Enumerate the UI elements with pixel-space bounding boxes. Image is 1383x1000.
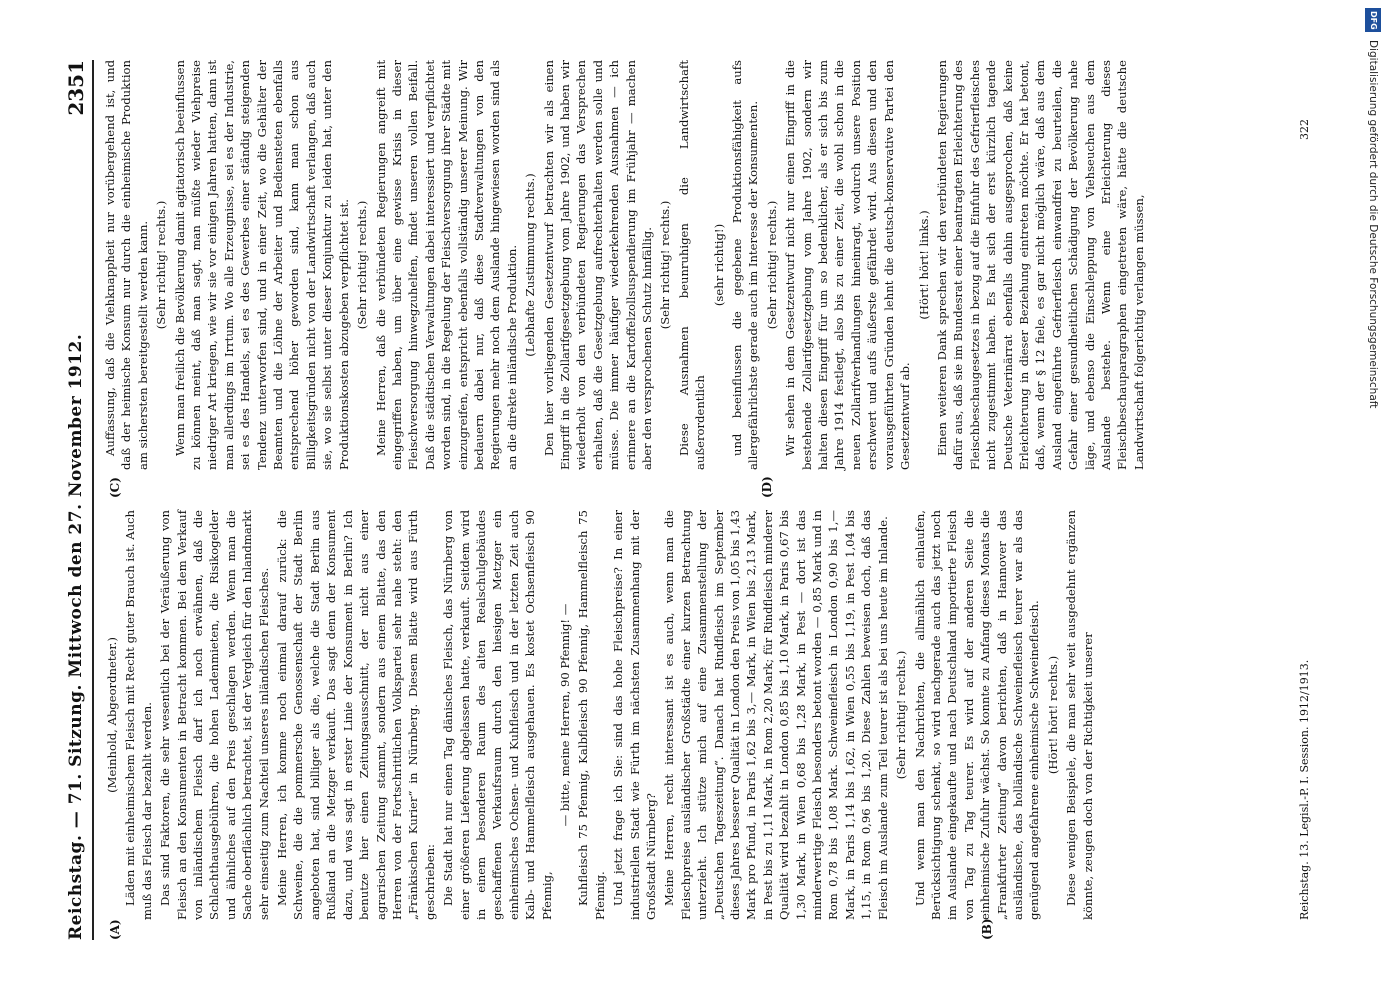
paragraph: Wir sehen in dem Gesetzentwurf nicht nur einen Eingriff in die bestehende Zollarifgesetzgebung vom Jahre 1902, sondern wir halten diesen Eingriff für um so bedenklicher, als er sich bis zum Jahre 1914 festlegt, also bis zu einer Zeit, die wohl schon in die neuen Zollarifverhandlungen hineinragt, wodurch unsere Position erschwert und aufs äußerste gefährdet wird. Aus diesen und den vorausgeführten Gründen lehnt die deutsch-konservative Partei den Gesetzentwurf ab. [783, 60, 913, 470]
rotated-document-page [60, 60, 1320, 940]
digitization-note-text: Digitalisierung gefördert durch die Deutsche Forschungsgemeinschaft [1367, 40, 1379, 409]
footer-page-number: 322 [1298, 119, 1311, 140]
paragraph: (Sehr richtig! rechts.) [764, 200, 779, 330]
dfg-logo: DFG [1365, 8, 1381, 32]
digitization-note [1363, 40, 1379, 810]
marker-b: (B) [980, 918, 994, 940]
paragraph: (Hört! hört! rechts.) [1045, 655, 1060, 775]
paragraph: (Meinhold, Abgeordneter.) [105, 637, 119, 793]
paragraph: (Sehr richtig! rechts.) [658, 200, 673, 330]
marker-d: (D) [760, 476, 774, 498]
paragraph: Diese Ausnahmen beunruhigen die Landwirtschaft außerordentlich [676, 60, 708, 470]
paragraph: Kuhfleisch 75 Pfennig, Kalbfleisch 90 Pfennig, Hammelfleisch 75 Pfennig. [576, 510, 607, 920]
paragraph: Auffassung, daß die Viehknappheit nur vorübergehend ist, und daß der heimische Konsum nur durch die einheimische Produktion am sichersten bereitgestellt werden kann. [103, 60, 150, 470]
paragraph: (Lebhafte Zustimmung rechts.) [523, 173, 538, 357]
paragraph: Und jetzt frage ich Sie: sind das hohe Fleischpreise? In einer industriellen Stadt wie Fürth im nächsten Zusammenhang mit der Großstadt Nürnberg? [611, 510, 658, 920]
paragraph: Und wenn man den Nachrichten, die allmählich einlaufen, Berücksichtigung schenkt, so wird nachgerade auch das jetzt noch im Auslande eingekaufte und nach Deutschland importierte Fleisch von Tag zu Tag teurer. Es wird auf der anderen Seite die einheimische Zufuhr wächst. So konnte zu Anfang dieses Monats die „Frankfurter Zeitung“ davon berichten, daß in Hannover das ausländische, das holländische Schweinefleisch teurer war als das genügend angefahrene einheimische Schweinefleisch. [912, 510, 1042, 920]
paragraph: (Sehr richtig! rechts.) [894, 650, 909, 780]
paragraph: und beeinflussen die gegebene Produktionsfähigkeit aufs allergefährlichste gerade auch im Interesse der Konsumenten. [730, 60, 761, 470]
paragraph: (Hört! hört! links.) [916, 210, 931, 320]
right-text-column [102, 60, 1149, 470]
paragraph: Meine Herren, daß die verbündeten Regierungen angreift mit eingegriffen haben, um über eine gewisse Krisis in dieser Fleischversorgung hinwegzuhelfen, findet unseren vollen Beifall. Daß die städtischen Verwaltungen dabei interessiert und verpflichtet worden sind, in die Regelung der Fleischversorgung ihrer Städte mit einzugreifen, entspricht ebenfalls vollständig unserer Meinung. Wir bedauern dabei nur, daß diese Stadtverwaltungen von den Regierungen mehr noch dem Auslande hingewiesen worden sind als an die direkte inländische Produktion. [373, 60, 519, 470]
paragraph: (Sehr richtig! rechts.) [355, 200, 370, 330]
paragraph: (sehr richtig!) [711, 223, 726, 307]
paragraph: (Sehr richtig! rechts.) [154, 200, 169, 330]
header-rule [92, 60, 94, 940]
paragraph: Wenn man freilich die Bevölkerung damit agitatorisch beeinflussen zu können meint, daß man sagt, man müßte wieder Viehpreise niedriger Art kriegen, wie wir sie vor einigen Jahren hatten, dann ist man allerdings im Irrtum. Wo alle Erzeugnisse, sei es der Industrie, sei es des Handels, sei es des Gewerbes einer ständig steigenden Tendenz unterworfen sind, und in einer Zeit, wo die Gehälter der Beamten und die Löhne der Arbeiter und Bediensteten ebenfalls entsprechend höher geworden sind, kann man schon aus Billigkeitsgründen nicht von der Landwirtschaft verlangen, daß auch sie, wo sie selbst unter dieser Konjunktur zu leiden hat, unter den Produktionskosten abzugeben verpflichtet ist. [172, 60, 351, 470]
paragraph: Diese wenigen Beispiele, die man sehr weit ausgedehnt ergänzen könnte, zeugen doch von der Richtigkeit unserer [1064, 510, 1095, 920]
header-page-number: 2351 [64, 60, 88, 116]
paragraph: Einen weiteren Dank sprechen wir den verbündeten Regierungen dafür aus, daß sie im Bundesrat einer beantragten Erleichterung des Fleischbeschaugesetzes in bezug auf die Einfuhr des Gefrierfleisches nicht zugestimmt haben. Es hat sich der erst kürzlich tagende Deutsche Veterinärrat ebenfalls dahin ausgesprochen, daß keine Erleichterung in dieser Beziehung eintreten möchte. Er hat betont, daß, wenn der § 12 fiele, es gar nicht möglich wäre, daß aus dem Ausland eingeführte Gefrierfleisch einwandfrei zu beurteilen, die Gefahr einer gesundheitlichen Schädigung der Bevölkerung nahe läge, und ebenso die Einschleppung von Viehseuchen aus dem Auslande bestehe. Wenn eine Erleichterung dieses Fleischbeschauparagraphen eingetreten wäre, hätte die deutsche Landwirtschaft folgerichtig verlangen müssen, [934, 60, 1146, 470]
footer-session: Reichstag. 13. Legisl.-P. I. Session. 1912/1913. [1298, 659, 1311, 920]
left-text-column [102, 510, 1098, 920]
paragraph: Den hier vorliegenden Gesetzentwurf betrachten wir als einen Eingriff in die Zollarifgesetzgebung vom Jahre 1902, und haben wir wiederholt von den verbündeten Regierungen das Versprechen erhalten, daß die Gesetzgebung aufrechterhalten werden solle und müsse. Die immer häufiger wiederkehrenden Ausnahmen — ich erinnere an die Kartoffelzollsuspendierung im Frühjahr — machen aber den versprochenen Schutz hinfällig. [541, 60, 654, 470]
paragraph: Läden mit einheimischem Fleisch mit Recht guter Brauch ist. Auch muß das Fleisch dar bezahlt werden. [123, 510, 154, 920]
page-header [60, 60, 94, 940]
marker-a: (A) [108, 919, 122, 940]
paragraph: Meine Herren, ich komme noch einmal darauf zurück: die Schweine, die die pommersche Genossenschaft der Stadt Berlin angeboten hat, sind billiger als die, welche die Stadt Berlin aus Rußland an die Metzger verkauft. Das sagt denn der Konsument dazu, und was sagt in erster Linie der Konsument in Berlin? Ich benutze hier einen Zeitungsausschnitt, der nicht aus einer agrarischen Zeitung stammt, sondern aus einem Blatte, das den Herren von der Fortschrittlichen Volkspartei sehr nahe steht: den „Fränkischen Kurier“ in Nürnberg. Diesem Blatte wird aus Fürth geschrieben: [275, 510, 437, 920]
header-title: Reichstag. — 71. Sitzung. Mittwoch den 27. November 1912. [66, 333, 86, 940]
marker-c: (C) [108, 477, 122, 498]
paragraph: Meine Herren, recht interessant ist es auch, wenn man die Fleischpreise ausländischer Großstädte einer kurzen Betrachtung unterzieht. Ich stütze mich auf eine Zusammenstellung der „Deutschen Tageszeitung“. Danach hat Rindfleisch im September dieses Jahres besserer Qualität in London den Preis von 1,05 bis 1,43 Mark pro Pfund, in Paris 1,62 bis 3,— Mark, in Wien bis 2,13 Mark, in Pest bis zu 1,11 Mark, in Rom 2,20 Mark; für Rindfleisch minderer Qualität wird bezahlt in London 0,85 bis 1,10 Mark, in Paris 0,67 bis 1,30 Mark, in Wien 0,68 bis 1,28 Mark, in Pest — dort ist das minderwertige Fleisch besonders betont worden — 0,85 Mark und in Rom 0,78 bis 1,08 Mark. Schweinefleisch in London 0,90 bis 1,— Mark, in Paris 1,14 bis 1,62, in Wien 0,55 bis 1,19, in Pest 1,04 bis 1,15, in Rom 0,96 bis 1,20. Diese Zahlen beweisen doch, daß das Fleisch im Auslande zum Teil teurer ist als bei uns heute im Inlande. [662, 510, 890, 920]
paragraph: — bitte, meine Herren, 90 Pfennig! — [557, 603, 572, 827]
paragraph: Das sind Faktoren, die sehr wesentlich bei der Veräußerung von Fleisch an den Konsumenten in Betracht kommen. Bei dem Verkauf von inländischem Fleisch darf ich noch erwähnen, daß die Schlachthausgebühren, die hohen Ladenmieten, die Risikogelder und ähnliches auf den Preis geschlagen werden. Wenn man die Sache oberflächlich betrachtet, ist der Vergleich für den Inlandmarkt sehr einseitig zum Nachteil unseres inländischen Fleisches. [158, 510, 271, 920]
paragraph: Die Stadt hat nur einen Tag dänisches Fleisch, das Nürnberg von einer größeren Lieferung abgelassen hatte, verkauft. Seitdem wird in einem besonderen Raum des alten Realschulgebäudes geschaffenen Verkaufsraum durch den hiesigen Metzger ein einheimisches Ochsen- und Kuhfleisch und in der letzten Zeit auch Kalb- und Hammelfleisch ausgehauen. Es kostet Ochsenfleisch 90 Pfennig, [441, 510, 554, 920]
